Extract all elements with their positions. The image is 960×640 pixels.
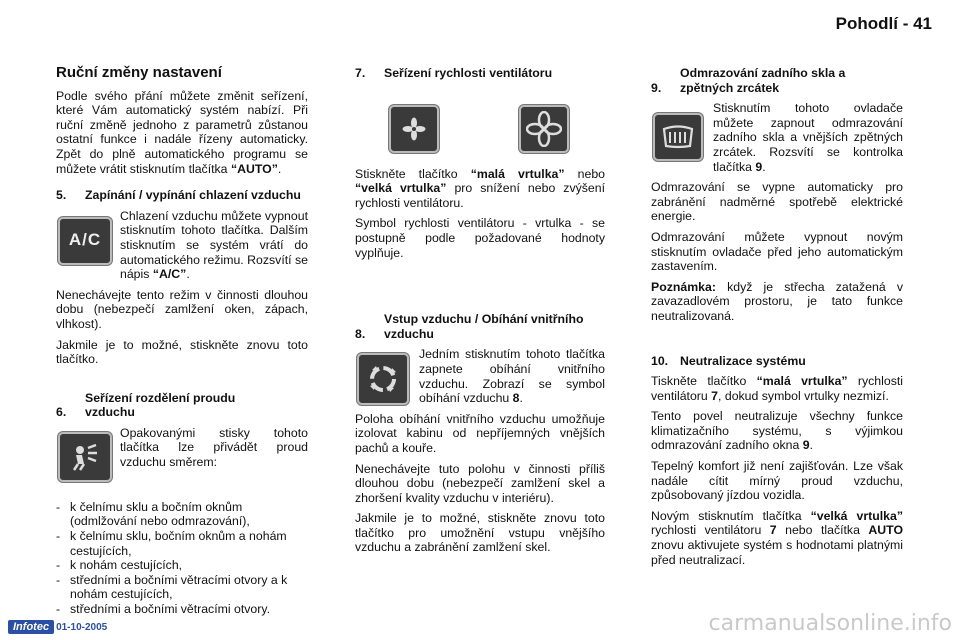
- heading-5: 5. Zapínání / vypínání chlazení vzduchu: [56, 188, 301, 203]
- heading-7: 7. Seřízení rychlosti ventilátoru: [355, 66, 553, 80]
- ac-warning: Nenechávejte tento režim v činnosti dlouhou dobu (nebezpečí zamlžení oken, zápach, vlhkost).: [56, 287, 308, 331]
- section-title: Ruční změny nastavení: [56, 64, 222, 81]
- heading-10: 10. Neutralizace systému: [651, 353, 806, 368]
- ac-button-icon: A/C: [58, 217, 112, 265]
- fan-icons: [389, 105, 605, 153]
- neutral-p4: Novým stisknutím tlačítka “velká vrtulka” rychlosti ventilátoru 7 nebo tlačítka AUTO znovu aktivujete systém s hodnotami platnými před neutralizací.: [651, 508, 904, 567]
- air-distribution-icon: [58, 432, 112, 482]
- distribution-text: Opakovanými stisky tohoto tlačítka lze přivádět proud vzduchu směrem:: [120, 425, 308, 470]
- fan-small-icon: [389, 105, 439, 153]
- column-left: [56, 66, 308, 617]
- neutral-p1: Tiskněte tlačítko “malá vrtulka” rychlosti ventilátoru 7, dokud symbol vrtulky nezmizí.: [651, 374, 903, 403]
- recirc-p4: Jakmile je to možné, stiskněte znovu toto tlačítko pro umožnění vstupu vnějšího vzduchu a zabránění zamlžení skel.: [355, 511, 605, 555]
- fan-large-icon: [519, 105, 569, 153]
- list-item: - k čelnímu sklu, bočním oknům a nohám cestujících,: [56, 529, 287, 558]
- ac-hint: Jakmile je to možné, stiskněte znovu toto tlačítko.: [56, 337, 308, 367]
- defrost-note: Poznámka: když je střecha zatažená v zavazadlovém prostoru, je tato funkce neutralizovaná.: [651, 279, 903, 323]
- defrost-text: Stisknutím tohoto ovladače můžete zapnout odmrazování zadního skla a vnějších zpětných zrcátek. Rozsvítí se kontrolka tlačítka 9.: [713, 101, 903, 174]
- rear-defrost-icon: [653, 113, 703, 161]
- heading-6: 6.Seřízení rozdělení proudu vzduchu: [56, 390, 236, 420]
- column-middle: [355, 66, 605, 561]
- recirculation-icon: [357, 353, 409, 405]
- list-item: - k nohám cestujících,: [56, 558, 183, 573]
- page-header: Pohodlí - 41: [835, 14, 932, 33]
- defrost-p2: Odmrazování se vypne automaticky pro zabránění nadměrné spotřebě elektrické energie.: [651, 180, 903, 224]
- infotec-logo: Infotec: [8, 620, 54, 634]
- fan-symbol-text: Symbol rychlosti ventilátoru - vrtulka - se postupně podle požadované hodnoty vyplňuje.: [355, 216, 605, 260]
- list-item: - středními a bočními větracími otvory a k nohám cestujících,: [56, 572, 288, 602]
- fan-text: Stiskněte tlačítko “malá vrtulka” nebo “velká vrtulka” pro snížení nebo zvýšení rychlosti ventilátoru.: [355, 166, 605, 210]
- distribution-list: [56, 500, 308, 617]
- heading-9: 9.Odmrazování zadního skla a zpětných zrcátek: [651, 66, 846, 95]
- recirc-p2: Poloha obíhání vnitřního vzduchu umožňuje izolovat kabinu od nepříjemných vnějších pachů a kouře.: [355, 411, 605, 455]
- intro-text: Podle svého přání můžete změnit seřízení, které Vám automatický systém nabízí. Při ruční změně jednoho z parametrů zůstanou ostatní funkce i nadále řízeny automaticky. Zpět do plně automatického programu se můžete vrátit stisknutím tlačítka “AUTO”.: [56, 88, 308, 176]
- recirc-text: Jedním stisknutím tohoto tlačítka zapnete obíhání vnitřního vzduchu. Zobrazí se symbol obíhání vzduchu 8.: [419, 347, 605, 406]
- column-right: [651, 66, 903, 573]
- footer: [8, 620, 107, 634]
- neutral-p3: Tepelný komfort již není zajišťován. Lze však nadále cítit mírný proud vzduchu, způsobovaný jízdou vozidla.: [651, 459, 903, 503]
- ac-text: Chlazení vzduchu můžete vypnout stisknutím tohoto tlačítka. Dalším stisknutím se systém vrátí do automatického režimu. Rozsvítí se nápis “A/C”.: [120, 208, 308, 282]
- list-item: - středními a bočními větracími otvory.: [56, 602, 270, 617]
- defrost-p3: Odmrazování můžete vypnout novým stisknutím ovladače před jeho automatickým zastavením.: [651, 229, 903, 274]
- list-item: - k čelnímu sklu a bočním oknům (odmlžování nebo odmrazování),: [56, 499, 250, 529]
- footer-date: 01-10-2005: [56, 621, 108, 633]
- watermark: carmanualsonline.info: [708, 611, 952, 636]
- heading-8: 8.Vstup vzduchu / Obíhání vnitřního vzduchu: [355, 312, 584, 341]
- recirc-p3: Nenechávejte tuto polohu v činnosti příliš dlouhou dobu (nebezpečí zamlžení skel a zhoršení kvality vzduchu v interiéru).: [355, 461, 605, 505]
- neutral-p2: Tento povel neutralizuje všechny funkce klimatizačního systému, s výjimkou odmrazování zadního okna 9.: [651, 409, 903, 453]
